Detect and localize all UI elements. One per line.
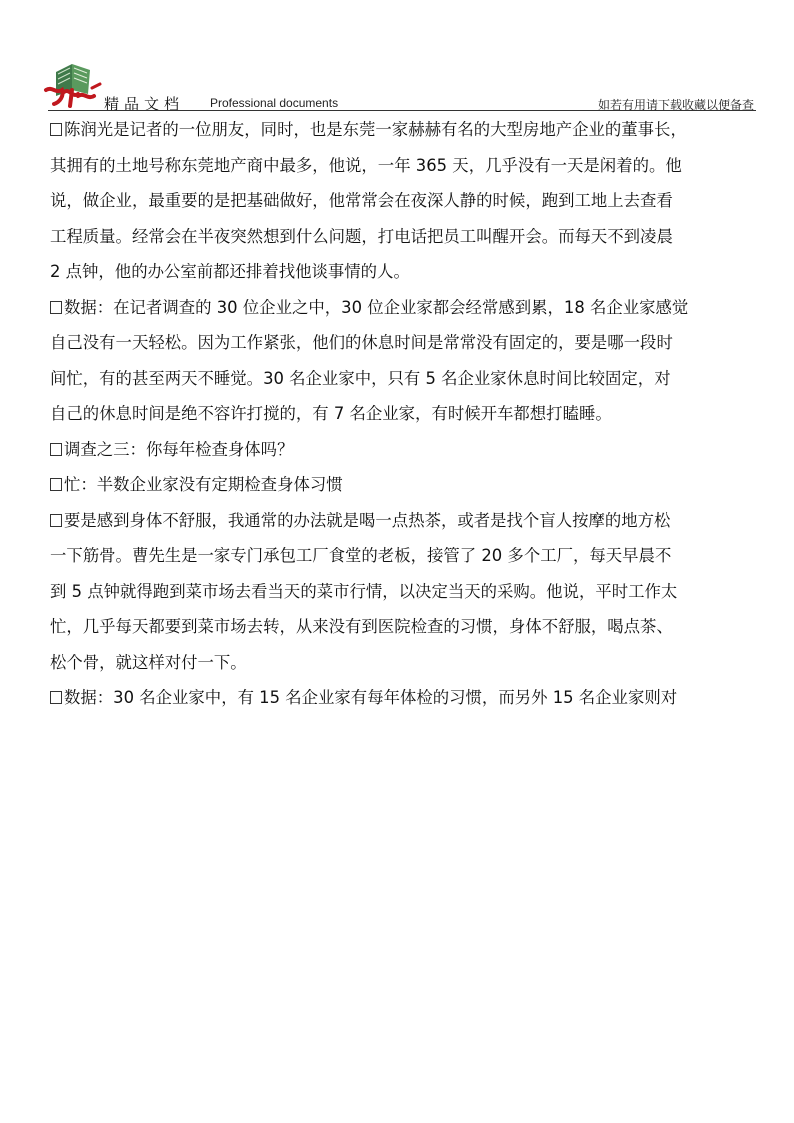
text-line: 数据：在记者调查的 30 位企业之中，30 位企业家都会经常感到累，18 名企业家感觉 (50, 290, 766, 326)
text-line: 松个骨，就这样对付一下。 (50, 652, 247, 672)
text-line: 自己的休息时间是绝不容许打搅的，有 7 名企业家，有时候开车都想打瞌睡。 (50, 404, 612, 423)
text-line: 一下筋骨。曹先生是一家专门承包工厂食堂的老板，接管了 20 多个工厂，每天早晨不 (50, 546, 672, 565)
checkbox-glyph-icon (50, 301, 62, 314)
page-header (0, 0, 794, 112)
brand-title-cn: 精品文档 (104, 95, 185, 113)
text-line: 到 5 点钟就得跑到菜市场去看当天的菜市行情，以决定当天的采购。他说，平时工作太 (50, 581, 678, 601)
section-heading: 调查之三：你每年检查身体吗？ (50, 432, 766, 468)
document-body (50, 112, 766, 716)
book-logo-icon (42, 50, 104, 108)
text-line: 2 点钟，他的办公室前都还排着找他谈事情的人。 (50, 262, 410, 281)
paragraph (50, 432, 766, 468)
text-line: 数据：30 名企业家中，有 15 名企业家有每年体检的习惯，而另外 15 名企业家则对 (50, 680, 766, 716)
checkbox-glyph-icon (50, 478, 62, 491)
paragraph (50, 467, 766, 503)
text-line: 其拥有的土地号称东莞地产商中最多，他说，一年 365 天，几乎没有一天是闲着的。他 (50, 155, 682, 175)
text-line: 说，做企业，最重要的是把基础做好，他常常会在夜深人静的时候，跑到工地上去查看 (50, 191, 673, 210)
header-divider (48, 110, 756, 111)
checkbox-glyph-icon (50, 443, 62, 456)
text-line: 陈润光是记者的一位朋友，同时，也是东莞一家赫赫有名的大型房地产企业的董事长， (50, 112, 766, 148)
header-note: 如若有用请下载收藏以便备查 (597, 98, 754, 112)
text-line: 间忙，有的甚至两天不睡觉。30 名企业家中，只有 5 名企业家休息时间比较固定，对 (50, 368, 671, 388)
checkbox-glyph-icon (50, 123, 62, 136)
paragraph (50, 112, 766, 290)
brand-title-en: Professional documents (210, 96, 339, 110)
text-line: 自己没有一天轻松。因为工作紧张，他们的休息时间是常常没有固定的，要是哪一段时 (50, 333, 673, 352)
checkbox-glyph-icon (50, 691, 62, 704)
paragraph (50, 680, 766, 716)
paragraph (50, 503, 766, 681)
paragraph (50, 290, 766, 432)
text-line: 工程质量。经常会在半夜突然想到什么问题，打电话把员工叫醒开会。而每天不到凌晨 (50, 226, 673, 246)
section-subheading: 忙：半数企业家没有定期检查身体习惯 (50, 467, 766, 503)
text-line: 要是感到身体不舒服，我通常的办法就是喝一点热茶，或者是找个盲人按摩的地方松 (50, 503, 766, 539)
checkbox-glyph-icon (50, 514, 62, 527)
text-line: 忙，几乎每天都要到菜市场去转，从来没有到医院检查的习惯，身体不舒服，喝点茶、 (50, 617, 673, 636)
